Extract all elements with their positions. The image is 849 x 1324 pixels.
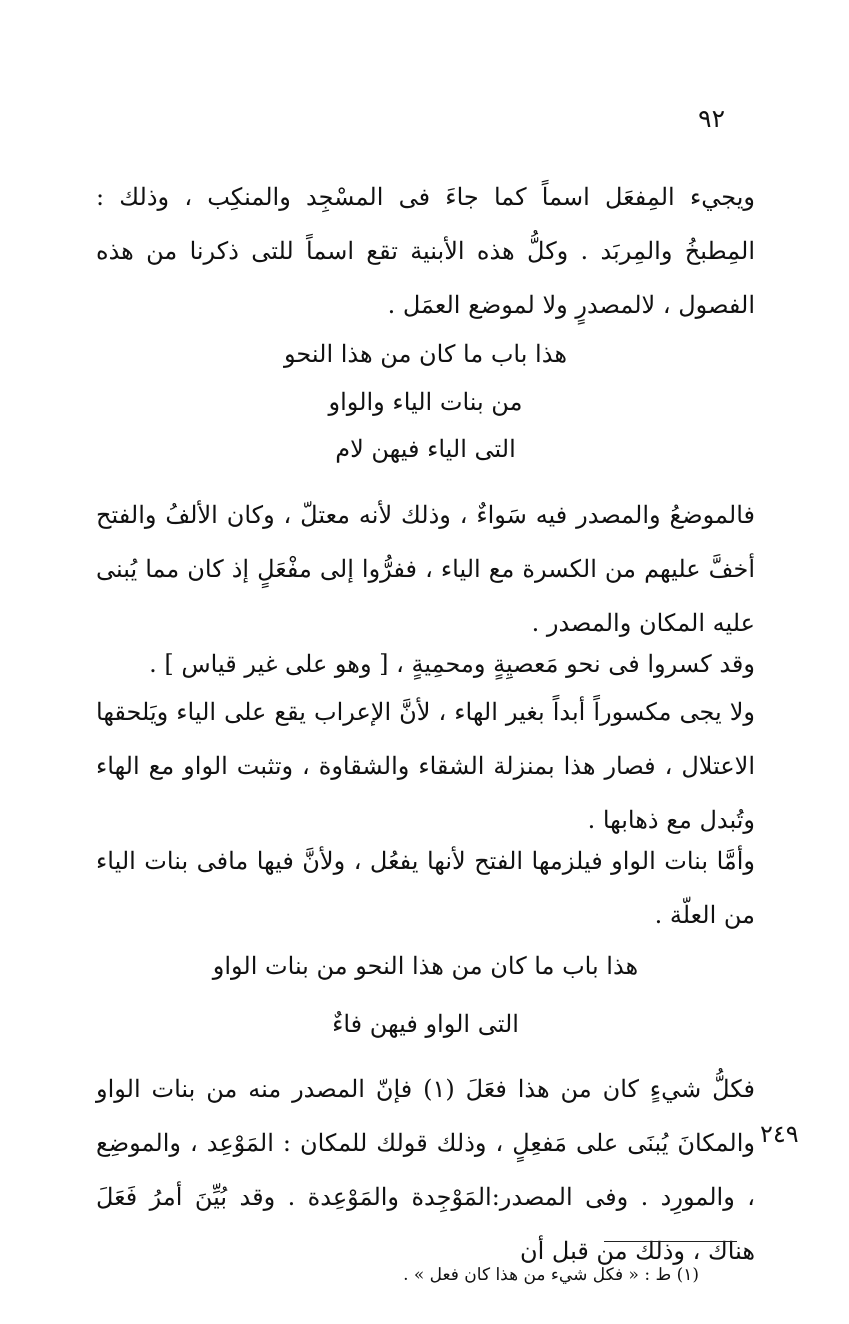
paragraph-body-1: فالموضعُ والمصدر فيه سَواءٌ ، وذلك لأنه معتلّ ، وكان الألفُ والفتح أخفَّ عليهم من الكسرة مع الياء ، ففرُّوا إلى مفْعَلٍ إذ كان مما يُبنى عليه المكان والمصدر . xyxy=(96,501,755,637)
section-heading-2-line-1: هذا باب ما كان من هذا النحو من بنات الواو xyxy=(212,952,639,980)
margin-number: ٢٤٩ xyxy=(760,1120,799,1148)
section-heading-2-line-2: التى الواو فيهن فاءٌ xyxy=(332,1010,519,1038)
paragraph-final: فكلُّ شيءٍ كان من هذا فعَلَ (١) فإنّ المصدر منه من بنات الواو والمكانَ يُبنَى على مَفعِلٍ ، وذلك قولك للمكان : المَوْعِد ، والموضِع ، والمورِد . وفى المصدر:المَوْجِدة والمَوْعِدة . وقد بُيِّنَ أمرُ فَعَلَ هناك ، وذلك من قبل أن xyxy=(96,1075,755,1265)
footnote: (١) ط : « فكل شيء من هذا كان فعل » . xyxy=(403,1265,699,1285)
paragraph-body-2: وقد كسروا فى نحو مَعصيِةٍ ومحمِيةٍ ، [ وهو على غير قياس ] . xyxy=(149,650,755,678)
footnote-divider xyxy=(604,1241,737,1242)
section-heading-1-line-2: من بنات الياء والواو xyxy=(328,388,523,416)
paragraph-body-4: وأمَّا بنات الواو فيلزمها الفتح لأنها يفعُل ، ولأنَّ فيها مافى بنات الياء من العلّة . xyxy=(96,847,755,929)
section-heading-1-line-1: هذا باب ما كان من هذا النحو xyxy=(284,340,567,368)
paragraph-body-3: ولا يجى مكسوراً أبداً بغير الهاء ، لأنَّ الإعراب يقع على الياء ويَلحقها الاعتلال ، فصار هذا بمنزلة الشقاء والشقاوة ، وتثبت الواو مع الهاء وتُبدل مع ذهابها . xyxy=(96,698,755,834)
page-number: ٩٢ xyxy=(698,104,725,133)
paragraph-intro: ويجيء المِفعَل اسماً كما جاءَ فى المسْجِد والمنكِب ، وذلك : المِطبخُ والمِربَد . وكلُّ هذه الأبنية تقع اسماً للتى ذكرنا من هذه الفصول ، لالمصدرٍ ولا لموضع العمَل . xyxy=(96,183,755,319)
section-heading-1-line-3: التى الياء فيهن لام xyxy=(335,435,516,463)
